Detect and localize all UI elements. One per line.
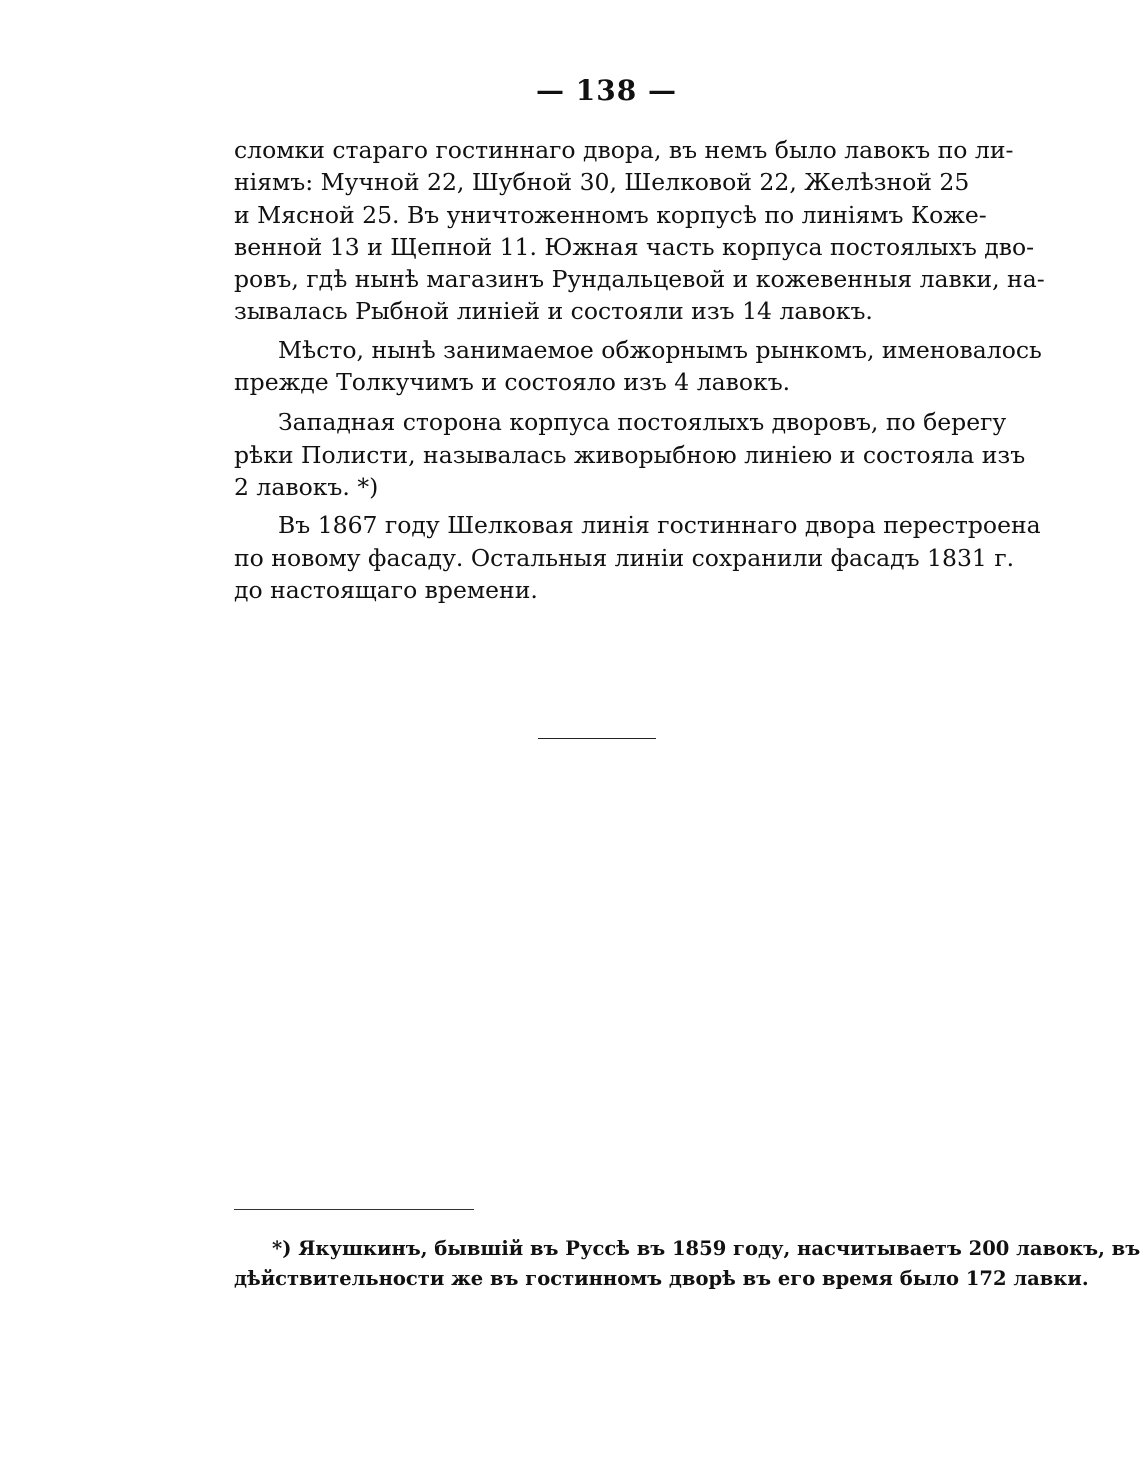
text-line: венной 13 и Щепной 11. Южная часть корпуса постоялыхъ дво-	[234, 232, 1035, 261]
text-line: Западная сторона корпуса постоялыхъ дворовъ, по берегу	[278, 408, 1007, 437]
text-line: по новому фасаду. Остальныя линіи сохранили фасадъ 1831 г.	[234, 543, 1015, 572]
text-line: Въ 1867 году Шелковая линія гостиннаго двора перестроена	[278, 511, 1041, 540]
text-line: 2 лавокъ. *)	[234, 472, 379, 501]
text-line: зывалась Рыбной линіей и состояли изъ 14 лавокъ.	[234, 297, 873, 326]
paragraph-1	[234, 134, 1045, 328]
text-line: до настоящаго времени.	[234, 575, 538, 604]
footnote	[234, 1234, 1140, 1294]
text-line: и Мясной 25. Въ уничтоженномъ корпусѣ по линіямъ Коже-	[234, 200, 987, 229]
footnote-line: *) Якушкинъ, бывшій въ Руссѣ въ 1859 году, насчитываетъ 200 лавокъ, въ	[272, 1237, 1140, 1260]
text-line: ровъ, гдѣ нынѣ магазинъ Рундальцевой и кожевенныя лавки, на-	[234, 265, 1045, 294]
text-line: сломки стараго гостиннаго двора, въ немъ было лавокъ по ли-	[234, 136, 1014, 164]
text-line: прежде Толкучимъ и состояло изъ 4 лавокъ.	[234, 368, 791, 397]
page-number: — 138 —	[536, 74, 677, 107]
footnote-line: дѣйствительности же въ гостинномъ дворѣ въ его время было 172 лавки.	[234, 1267, 1089, 1290]
paragraph-4	[234, 509, 1041, 606]
paragraph-3	[234, 406, 1026, 503]
text-line: ніямъ: Мучной 22, Шубной 30, Шелковой 22, Желѣзной 25	[234, 168, 970, 197]
section-end-rule	[538, 738, 656, 739]
text-line: рѣки Полисти, называлась живорыбною линіею и состояла изъ	[234, 440, 1026, 469]
main-text	[234, 134, 1045, 606]
paragraph-2	[234, 334, 1042, 399]
footnote-separator	[234, 1209, 474, 1210]
paragraph-gap	[234, 398, 962, 406]
text-line: Мѣсто, нынѣ занимаемое обжорнымъ рынкомъ, именовалось	[278, 335, 1042, 364]
